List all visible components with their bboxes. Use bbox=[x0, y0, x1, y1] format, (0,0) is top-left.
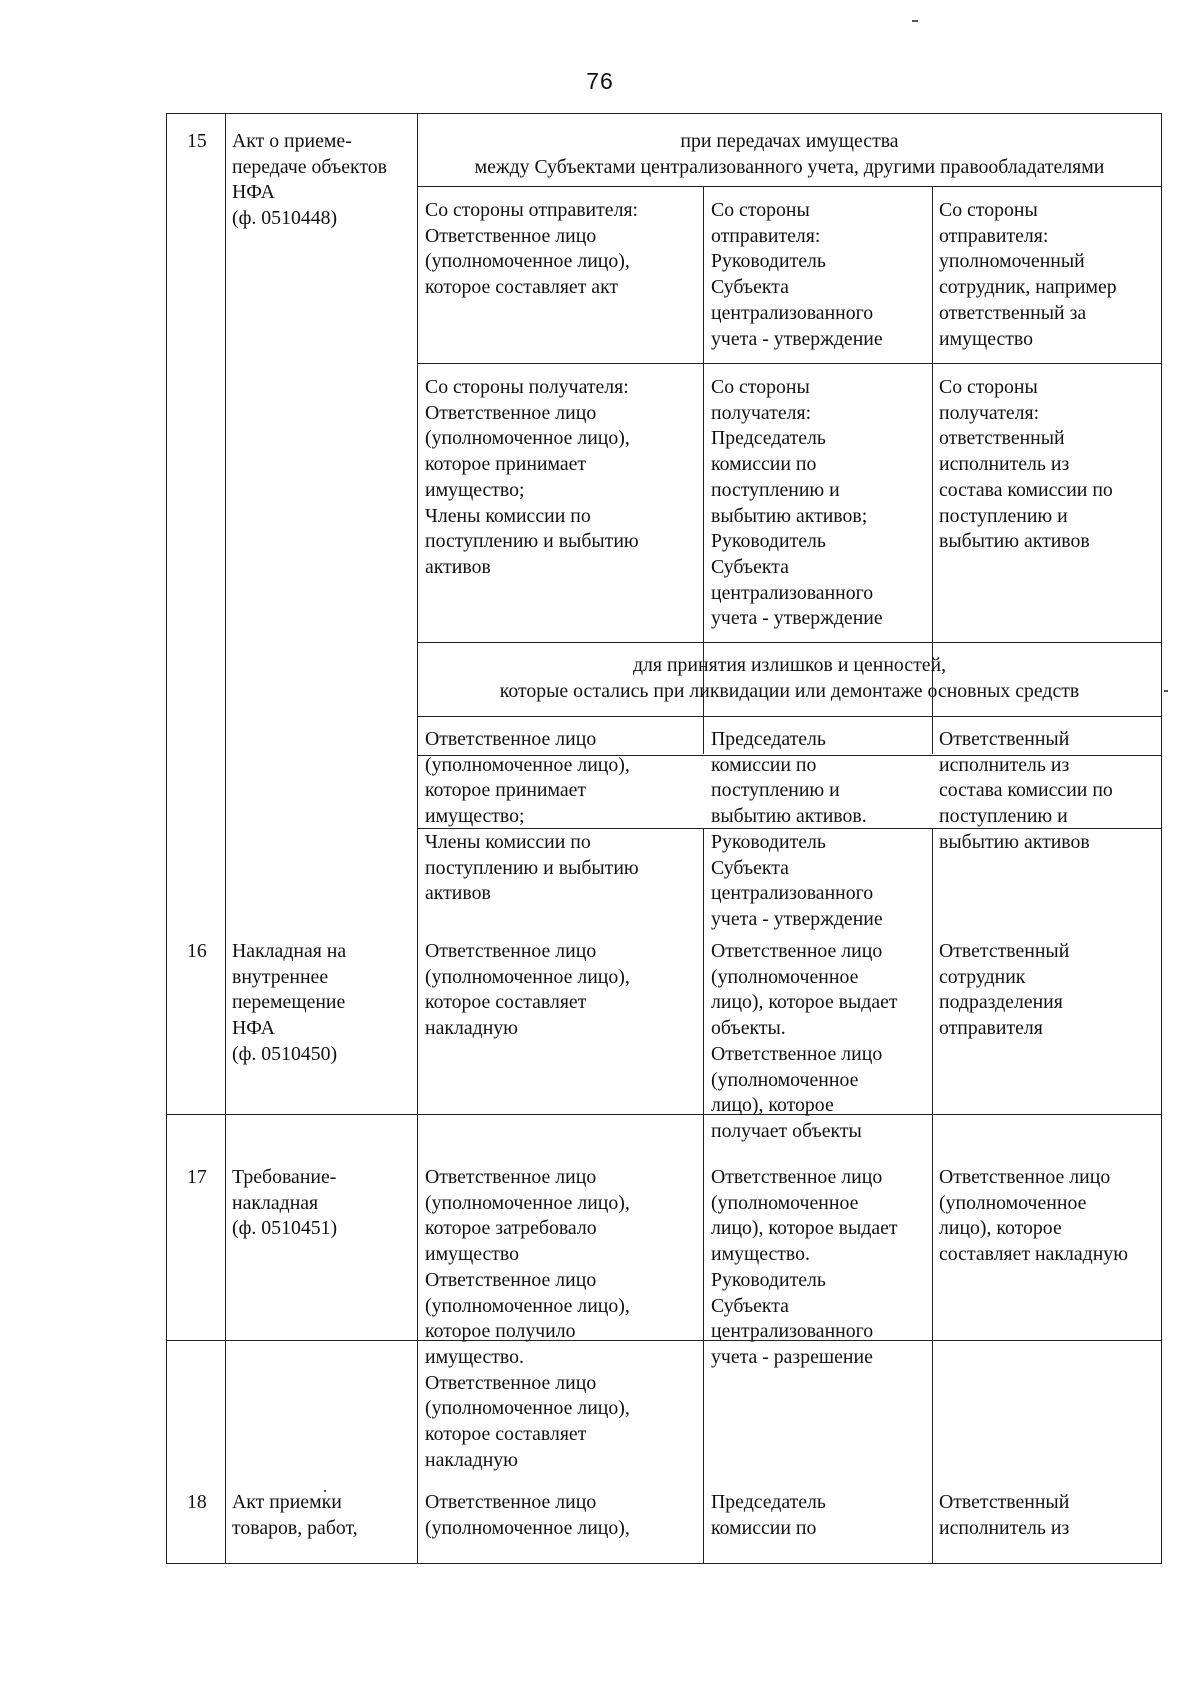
row-rule bbox=[167, 1114, 1161, 1115]
executor-cell: Ответственное лицо (уполномоченное лицо), которое составляет накладную bbox=[425, 940, 630, 1040]
row-number: 18 bbox=[187, 1491, 207, 1513]
surplus-responsible: Ответственный исполнитель из состава комиссии по поступлению и выбытию активов bbox=[939, 728, 1113, 853]
approver-cell: Председатель комиссии по bbox=[711, 1491, 826, 1539]
approver-cell: Ответственное лицо (уполномоченное лицо), которое выдает имущество. Руководитель Субъекта централизованного учета - разрешение bbox=[711, 1166, 898, 1368]
row-rule bbox=[417, 363, 1161, 364]
scan-speck bbox=[1164, 690, 1168, 692]
document-name: Накладная на внутреннее перемещение НФА (ф. 0510450) bbox=[232, 940, 347, 1065]
section-heading: при передачах имущества между Субъектами централизованного учета, другими правообладателями bbox=[474, 130, 1105, 178]
receiver-executor: Со стороны получателя: Ответственное лицо (уполномоченное лицо), которое принимает имущество; Члены комиссии по поступлению и выбытию активов bbox=[425, 376, 639, 578]
row-rule bbox=[417, 716, 1161, 717]
scan-speck bbox=[912, 20, 918, 22]
column-rule bbox=[703, 828, 704, 1563]
column-rule bbox=[225, 114, 226, 1563]
document-name: Требование- накладная (ф. 0510451) bbox=[232, 1166, 338, 1240]
document-name: Акт о приеме- передаче объектов НФА (ф. 0510448) bbox=[232, 130, 387, 230]
row-number: 17 bbox=[187, 1166, 207, 1188]
surplus-approver: Председатель комиссии по поступлению и выбытию активов. Руководитель Субъекта централизованного учета - утверждение bbox=[711, 728, 883, 930]
executor-cell: Ответственное лицо (уполномоченное лицо), bbox=[425, 1491, 630, 1539]
responsible-cell: Ответственный исполнитель из bbox=[939, 1491, 1070, 1539]
column-rule bbox=[417, 114, 418, 1563]
section-heading: для принятия излишков и ценностей, которые остались при ликвидации или демонтаже основных средств bbox=[499, 654, 1080, 702]
row-number: 16 bbox=[187, 940, 207, 962]
executor-cell: Ответственное лицо (уполномоченное лицо), которое затребовало имущество Ответственное лицо (уполномоченное лицо), которое получило имущество. Ответственное лицо (уполномоченное лицо), которое составляет накладную bbox=[425, 1166, 630, 1471]
responsibility-table bbox=[166, 113, 1162, 1564]
sender-approver: Со стороны отправителя: Руководитель Субъекта централизованного учета - утверждение bbox=[711, 199, 883, 350]
receiver-approver: Со стороны получателя: Председатель комиссии по поступлению и выбытию активов; Руководитель Субъекта централизованного учета - утверждение bbox=[711, 376, 883, 630]
document-name: Акт приемки товаров, работ, bbox=[232, 1491, 358, 1539]
row-number: 15 bbox=[187, 130, 207, 152]
row-rule bbox=[417, 186, 1161, 187]
column-rule bbox=[932, 828, 933, 1563]
sender-executor: Со стороны отправителя: Ответственное лицо (уполномоченное лицо), которое составляет акт bbox=[425, 199, 639, 299]
responsible-cell: Ответственное лицо (уполномоченное лицо), которое составляет накладную bbox=[939, 1166, 1128, 1266]
approver-cell: Ответственное лицо (уполномоченное лицо), которое выдает объекты. Ответственное лицо (уполномоченное лицо), которое получает объекты bbox=[711, 940, 898, 1142]
responsible-cell: Ответственный сотрудник подразделения отправителя bbox=[939, 940, 1070, 1040]
sender-responsible: Со стороны отправителя: уполномоченный сотрудник, например ответственный за имущество bbox=[939, 199, 1117, 350]
row-rule bbox=[417, 642, 1161, 643]
surplus-executor: Ответственное лицо (уполномоченное лицо), которое принимает имущество; Члены комиссии по поступлению и выбытию активов bbox=[425, 728, 639, 905]
receiver-responsible: Со стороны получателя: ответственный исполнитель из состава комиссии по поступлению и выбытию активов bbox=[939, 376, 1113, 553]
page-number: 76 bbox=[586, 68, 614, 94]
